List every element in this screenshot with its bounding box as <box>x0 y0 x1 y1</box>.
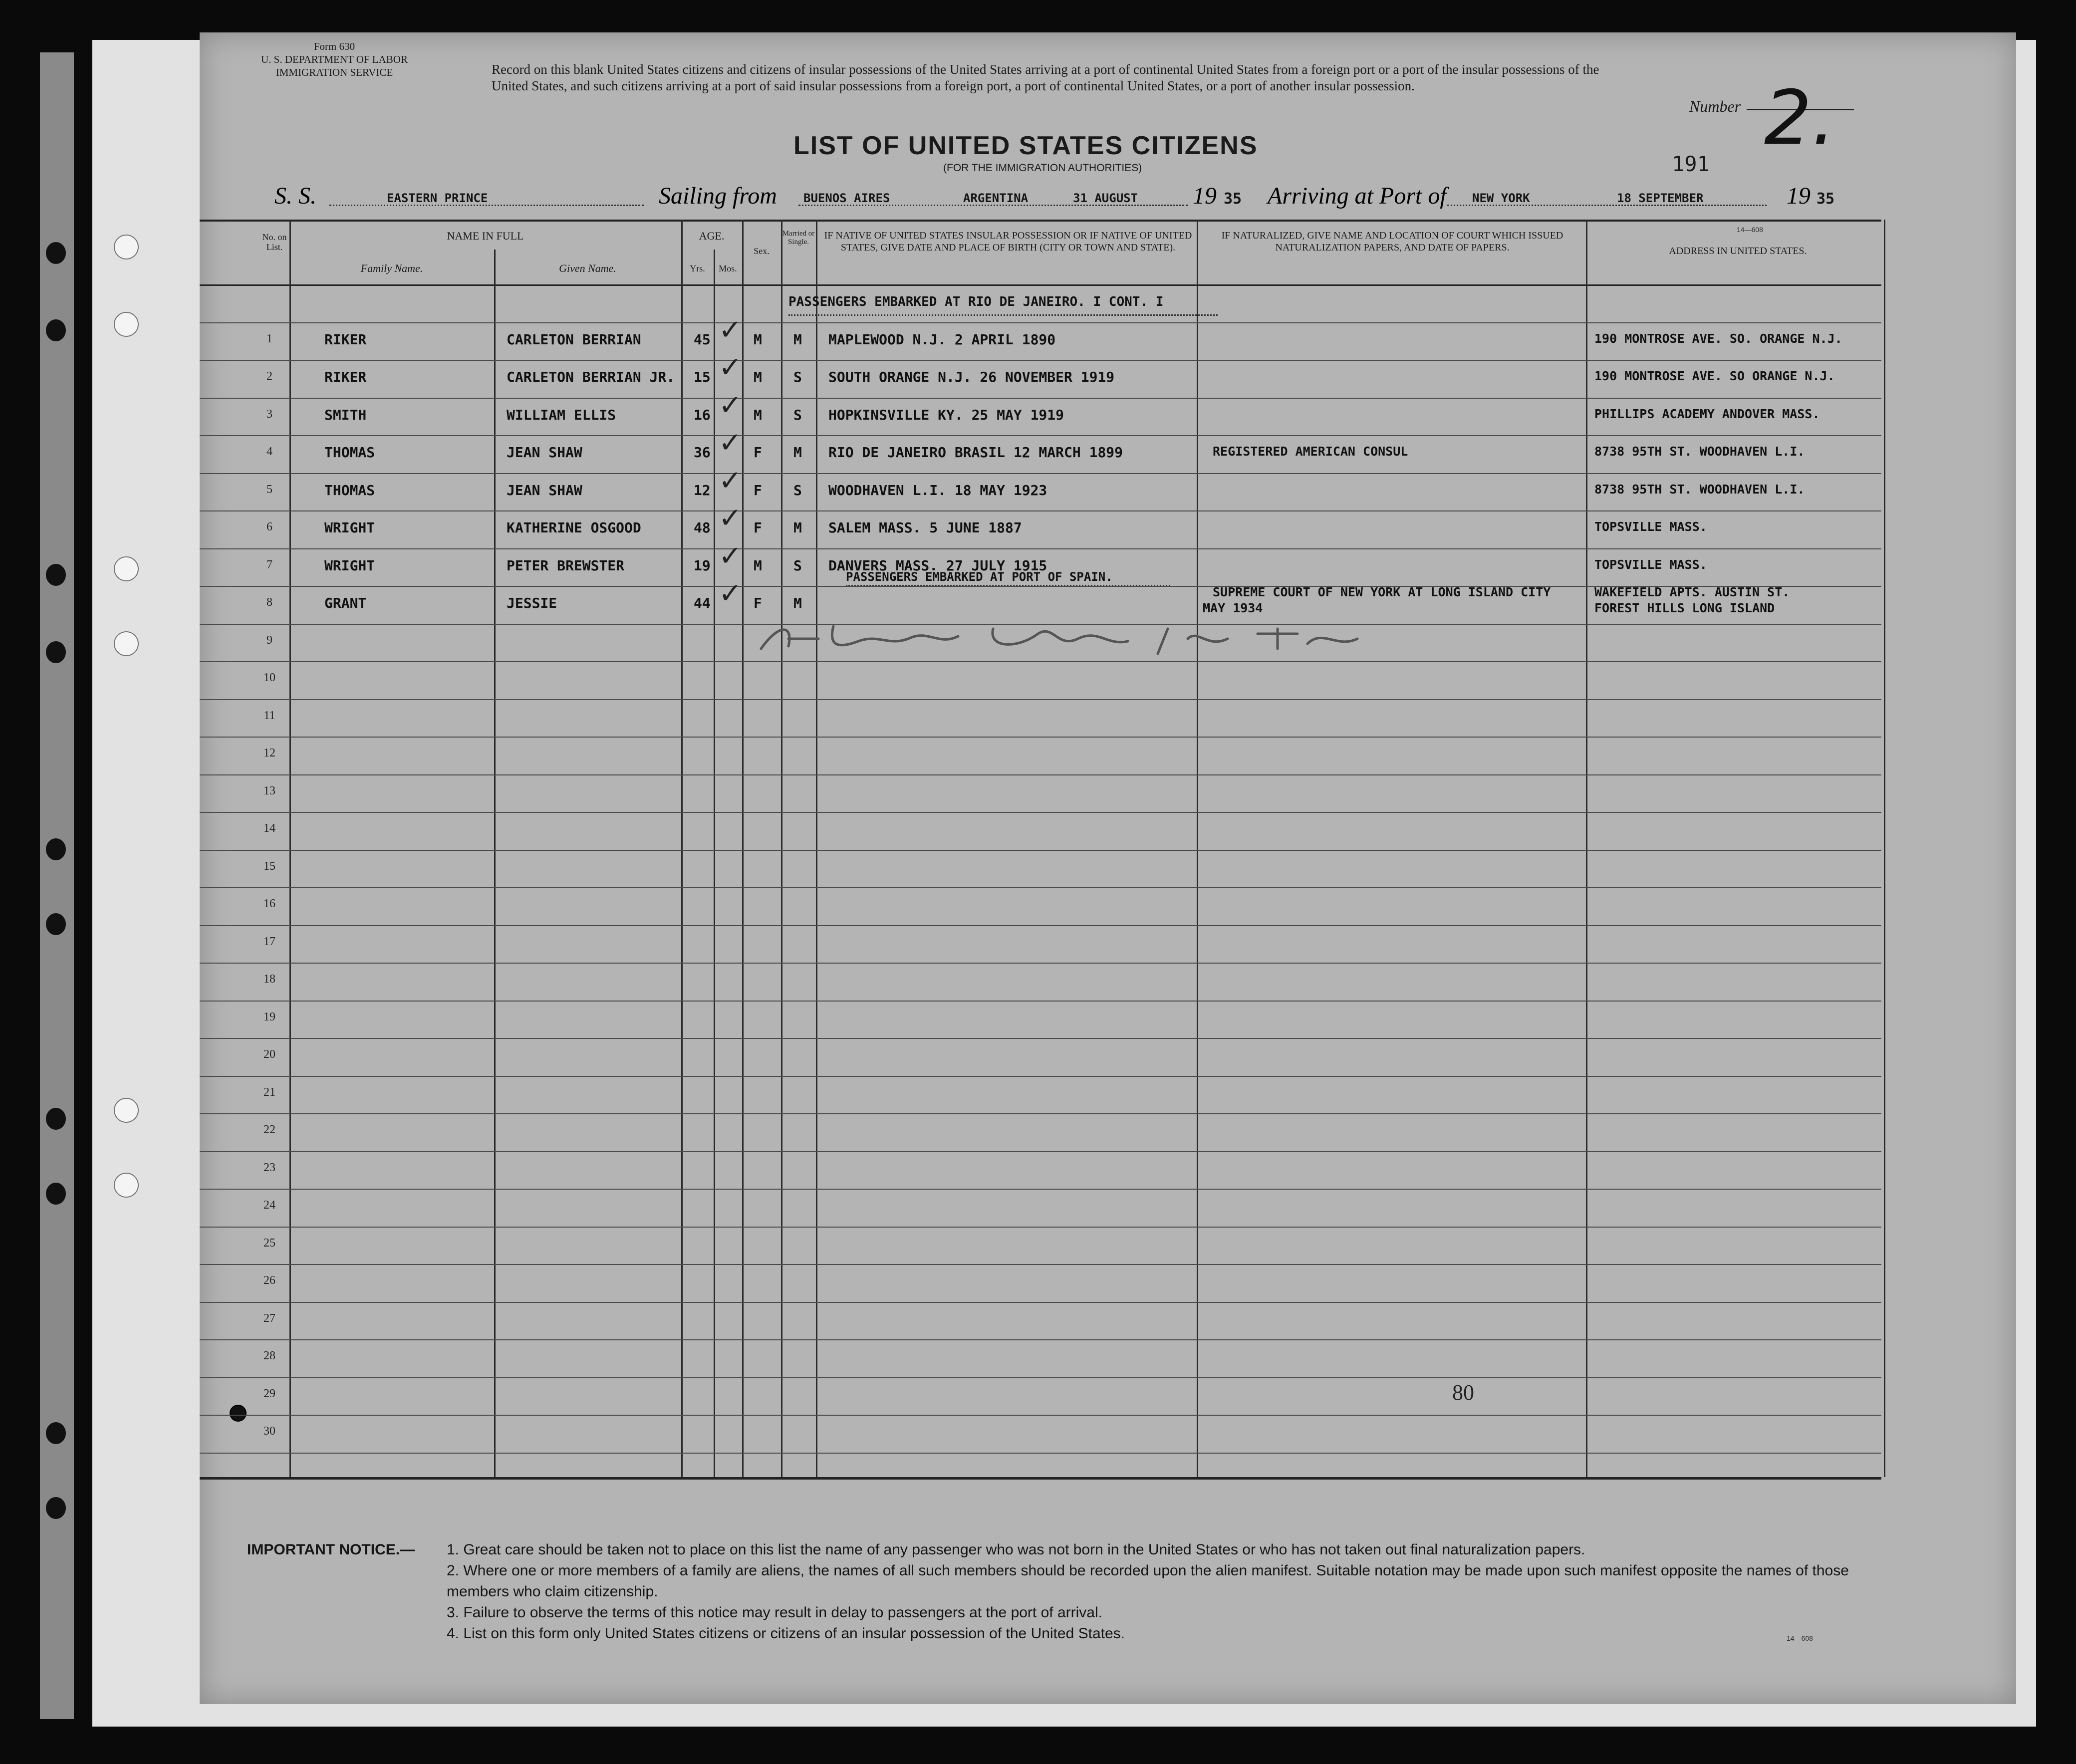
family-name: WRIGHT <box>324 557 375 574</box>
sex: M <box>754 331 762 348</box>
row-number: 9 <box>266 633 272 647</box>
binder-strip <box>40 52 74 1719</box>
sex: M <box>754 369 762 385</box>
birth-info: MAPLEWOOD N.J. 2 APRIL 1890 <box>828 331 1056 348</box>
col-rule <box>742 220 744 1477</box>
row-number: 29 <box>263 1387 275 1400</box>
age-years: 15 <box>694 369 711 385</box>
binder-hole <box>46 1108 66 1130</box>
row-rule <box>200 1264 1881 1265</box>
form-code-top: 14—608 <box>1737 226 1763 234</box>
sex: F <box>754 482 762 499</box>
address: 190 MONTROSE AVE. SO ORANGE N.J. <box>1594 369 1835 383</box>
row-number: 1 <box>266 332 272 345</box>
year-prefix-2: 19 <box>1787 183 1811 209</box>
birth-info: HOPKINSVILLE KY. 25 MAY 1919 <box>828 406 1064 423</box>
row-rule <box>200 360 1881 361</box>
row-rule <box>200 812 1881 813</box>
row-rule <box>200 1415 1881 1416</box>
row-number: 22 <box>263 1123 275 1136</box>
checkmark-icon: ✓ <box>719 539 742 572</box>
inspector-signature <box>759 619 1382 659</box>
given-name: CARLETON BERRIAN JR. <box>507 369 675 385</box>
row-number: 20 <box>263 1048 275 1061</box>
naturalization-date: MAY 1934 <box>1203 601 1263 615</box>
notice-item: 3. Failure to observe the terms of this notice may result in delay to passengers at the port of arrival. <box>447 1604 1102 1621</box>
arrival-year: 35 <box>1816 190 1835 208</box>
binder-hole <box>46 319 66 341</box>
row-rule <box>200 887 1881 888</box>
row-number: 3 <box>266 407 272 421</box>
row-number: 14 <box>263 822 275 835</box>
important-notice <box>247 1539 1894 1644</box>
pin-hole <box>114 1173 139 1198</box>
naturalization: REGISTERED AMERICAN CONSUL <box>1213 444 1408 459</box>
row-rule <box>200 1001 1881 1002</box>
row-number: 17 <box>263 935 275 948</box>
ship-dotted-line <box>329 205 644 206</box>
row-number: 26 <box>263 1274 275 1287</box>
section-note-rio-underline <box>788 314 1218 316</box>
row-number: 18 <box>263 973 275 986</box>
row-number: 2 <box>266 370 272 383</box>
age-years: 36 <box>694 444 711 461</box>
col-header-mos: Mos. <box>719 263 737 273</box>
record-instructions: Record on this blank United States citizens and citizens of insular possessions of the United States arriving at a port of continental United States from a foreign port or a port of the insular possessions of the United States, and such citizens arriving at a port of said insular possessions from a foreign port, a port of continental United States, or a port of another insular possession. <box>492 62 1599 93</box>
row-rule <box>200 850 1881 851</box>
family-name: THOMAS <box>324 482 375 499</box>
given-name: KATHERINE OSGOOD <box>507 519 641 536</box>
address-line-2: FOREST HILLS LONG ISLAND <box>1594 601 1775 615</box>
sex: F <box>754 444 762 461</box>
binder-hole <box>46 838 66 860</box>
row-rule <box>200 1038 1881 1039</box>
year-prefix-1: 19 <box>1193 183 1217 209</box>
col-header-yrs: Yrs. <box>690 263 705 273</box>
pin-hole <box>114 556 139 581</box>
sailing-label: Sailing from <box>659 183 777 209</box>
row-rule <box>200 737 1881 738</box>
row-rule <box>200 1113 1881 1114</box>
sailing-city: BUENOS AIRES <box>803 191 890 205</box>
list-number: 2. <box>1764 75 1836 162</box>
row-rule <box>200 1151 1881 1152</box>
age-years: 48 <box>694 519 711 536</box>
sailing-date: 31 AUGUST <box>1073 191 1138 205</box>
arrival-date: 18 SEPTEMBER <box>1617 191 1704 205</box>
sailing-year: 35 <box>1224 190 1242 208</box>
col-rule <box>1586 220 1587 1477</box>
row-number: 23 <box>263 1161 275 1174</box>
col-header-naturalized: IF NATURALIZED, GIVE NAME AND LOCATION OF COURT WHICH ISSUED NATURALIZATION PAPERS, AND DATE OF PAPERS. <box>1221 230 1563 253</box>
birth-info: SALEM MASS. 5 JUNE 1887 <box>828 519 1022 536</box>
page-subtitle: (FOR THE IMMIGRATION AUTHORITIES) <box>943 162 1142 174</box>
row-rule <box>200 925 1881 926</box>
checkmark-icon: ✓ <box>719 389 742 422</box>
col-header-married: Married or Single. <box>782 230 815 246</box>
col-header-age: AGE. <box>699 230 725 242</box>
table-top-rule <box>200 220 1881 222</box>
marital-status: S <box>793 406 802 423</box>
page-title: LIST OF UNITED STATES CITIZENS <box>793 131 1258 160</box>
col-header-birth: IF NATIVE OF UNITED STATES INSULAR POSSESSION OR IF NATIVE OF UNITED STATES, GIVE DATE AND PLACE OF BIRTH (CITY OR TOWN AND STATE). <box>824 230 1192 253</box>
row-number: 10 <box>263 671 275 684</box>
given-name: JEAN SHAW <box>507 444 582 461</box>
arrival-dotted-line <box>1447 205 1767 206</box>
marital-status: M <box>793 595 802 611</box>
row-rule <box>200 963 1881 964</box>
age-years: 16 <box>694 406 711 423</box>
col-header-name-in-full: NAME IN FULL <box>447 230 524 242</box>
col-header-family: Family Name. <box>360 262 423 274</box>
age-years: 19 <box>694 557 711 574</box>
row-rule <box>200 1189 1881 1190</box>
section-note-spain-underline <box>846 585 1170 586</box>
birth-info: RIO DE JANEIRO BRASIL 12 MARCH 1899 <box>828 444 1123 461</box>
row-number: 28 <box>263 1349 275 1362</box>
section-note-spain: PASSENGERS EMBARKED AT PORT OF SPAIN. <box>846 570 1113 584</box>
binder-hole <box>46 564 66 586</box>
col-header-given: Given Name. <box>559 262 616 274</box>
address: PHILLIPS ACADEMY ANDOVER MASS. <box>1594 406 1820 421</box>
marital-status: M <box>793 331 802 348</box>
row-number: 6 <box>266 520 272 533</box>
row-rule <box>200 1227 1881 1228</box>
row-number: 7 <box>266 558 272 571</box>
sex: M <box>754 557 762 574</box>
family-name: SMITH <box>324 406 367 423</box>
row-rule <box>200 1453 1881 1454</box>
year-note: 191 <box>1672 152 1710 176</box>
marital-status: S <box>793 482 802 499</box>
checkmark-icon: ✓ <box>719 351 742 384</box>
row-rule <box>200 699 1881 700</box>
pin-hole <box>114 631 139 656</box>
row-rule <box>200 1076 1881 1077</box>
family-name: RIKER <box>324 369 367 385</box>
family-name: RIKER <box>324 331 367 348</box>
marital-status: M <box>793 519 802 536</box>
row-rule <box>200 1377 1881 1378</box>
binder-hole <box>46 242 66 264</box>
table-bottom-rule <box>200 1477 1881 1480</box>
address: TOPSVILLE MASS. <box>1594 557 1707 572</box>
arriving-label: Arriving at Port of <box>1268 183 1447 209</box>
sex: F <box>754 595 762 611</box>
pin-hole <box>114 1098 139 1123</box>
row-rule <box>200 548 1881 549</box>
row-number: 16 <box>263 897 275 910</box>
sex: M <box>754 406 762 423</box>
sailing-country: ARGENTINA <box>963 191 1029 205</box>
binder-hole <box>46 641 66 663</box>
pin-hole <box>114 312 139 337</box>
col-header-no: No. on List. <box>262 232 287 252</box>
birth-info: WOODHAVEN L.I. 18 MAY 1923 <box>828 482 1047 499</box>
birth-info: SOUTH ORANGE N.J. 26 NOVEMBER 1919 <box>828 369 1115 385</box>
row-number: 8 <box>266 596 272 609</box>
col-rule <box>1884 220 1885 1477</box>
col-rule <box>781 220 782 1477</box>
row-rule <box>200 473 1881 474</box>
given-name: JESSIE <box>507 595 557 611</box>
checkmark-icon: ✓ <box>719 577 742 610</box>
address: 8738 95TH ST. WOODHAVEN L.I. <box>1594 482 1805 497</box>
birth-info: DANVERS MASS. 27 JULY 1915 <box>828 557 1047 574</box>
number-label: Number <box>1689 97 1741 115</box>
department: U. S. DEPARTMENT OF LABOR <box>261 53 408 65</box>
row-number: 15 <box>263 859 275 873</box>
row-rule <box>200 661 1881 662</box>
family-name: THOMAS <box>324 444 375 461</box>
header-bottom-rule <box>200 284 1881 286</box>
given-name: PETER BREWSTER <box>507 557 625 574</box>
row-rule <box>200 1302 1881 1303</box>
row-number: 24 <box>263 1199 275 1212</box>
row-number: 12 <box>263 747 275 759</box>
age-years: 12 <box>694 482 711 499</box>
row-rule <box>200 435 1881 436</box>
form-code-bottom: 14—608 <box>1787 1634 1813 1642</box>
binder-hole <box>46 913 66 935</box>
checkmark-icon: ✓ <box>719 313 742 346</box>
binder-hole <box>46 1497 66 1519</box>
row-number: 13 <box>263 784 275 797</box>
binder-hole <box>46 1422 66 1444</box>
address: TOPSVILLE MASS. <box>1594 519 1707 534</box>
col-rule <box>714 250 715 1477</box>
marital-status: S <box>793 369 802 385</box>
col-rule <box>494 250 496 1477</box>
section-note-rio: PASSENGERS EMBARKED AT RIO DE JANEIRO. I CONT. I <box>788 294 1164 309</box>
notice-item: 2. Where one or more members of a family are aliens, the names of all such members should be recorded upon the alien manifest. Suitable notation may be made upon such manifest opposite the names of those members who claim citizenship. <box>447 1562 1849 1600</box>
checkmark-icon: ✓ <box>719 502 742 534</box>
row-rule <box>200 398 1881 399</box>
arrival-port: NEW YORK <box>1472 191 1530 205</box>
passenger-table <box>200 220 1881 1477</box>
checkmark-icon: ✓ <box>719 464 742 497</box>
notice-item: 4. List on this form only United States citizens or citizens of an insular possession of the United States. <box>447 1625 1125 1642</box>
col-header-sex: Sex. <box>754 246 770 256</box>
marital-status: S <box>793 557 802 574</box>
row-rule <box>200 774 1881 775</box>
address: 8738 95TH ST. WOODHAVEN L.I. <box>1594 444 1805 459</box>
form-number: Form 630 <box>313 40 355 52</box>
voyage-line <box>274 182 1921 212</box>
row-number: 30 <box>263 1425 275 1438</box>
family-name: GRANT <box>324 595 367 611</box>
row-number: 11 <box>263 709 275 722</box>
family-name: WRIGHT <box>324 519 375 536</box>
col-rule <box>1197 220 1198 1477</box>
row-rule <box>200 322 1881 323</box>
checkmark-icon: ✓ <box>719 427 742 459</box>
age-years: 44 <box>694 595 711 611</box>
row-number: 25 <box>263 1236 275 1250</box>
row-number: 21 <box>263 1085 275 1099</box>
sailing-dotted-line <box>798 205 1188 206</box>
row-number: 4 <box>266 445 272 458</box>
naturalization: SUPREME COURT OF NEW YORK AT LONG ISLAND CITY <box>1213 585 1551 599</box>
given-name: CARLETON BERRIAN <box>507 331 641 348</box>
ship-name: EASTERN PRINCE <box>387 191 488 205</box>
marital-status: M <box>793 444 802 461</box>
ss-label: S. S. <box>274 183 316 209</box>
given-name: JEAN SHAW <box>507 482 582 499</box>
row-number: 27 <box>263 1311 275 1325</box>
sex: F <box>754 519 762 536</box>
col-rule <box>681 220 683 1477</box>
form-id-block <box>250 40 419 79</box>
pin-hole <box>114 235 139 259</box>
page-number: 80 <box>1452 1380 1474 1405</box>
col-rule <box>816 220 817 1477</box>
address: WAKEFIELD APTS. AUSTIN ST. <box>1594 585 1790 599</box>
row-rule <box>200 510 1881 511</box>
given-name: WILLIAM ELLIS <box>507 406 616 423</box>
row-number: 19 <box>263 1010 275 1023</box>
notice-item: 1. Great care should be taken not to place on this list the name of any passenger who was not born in the United States or who has not taken out final naturalization papers. <box>447 1541 1585 1558</box>
address: 190 MONTROSE AVE. SO. ORANGE N.J. <box>1594 331 1842 346</box>
notice-heading: IMPORTANT NOTICE.— <box>247 1541 415 1558</box>
col-header-address: ADDRESS IN UNITED STATES. <box>1669 246 1807 256</box>
row-number: 5 <box>266 483 272 496</box>
binder-hole <box>46 1183 66 1205</box>
service: IMMIGRATION SERVICE <box>275 66 393 78</box>
age-years: 45 <box>694 331 711 348</box>
row-rule <box>200 1339 1881 1340</box>
